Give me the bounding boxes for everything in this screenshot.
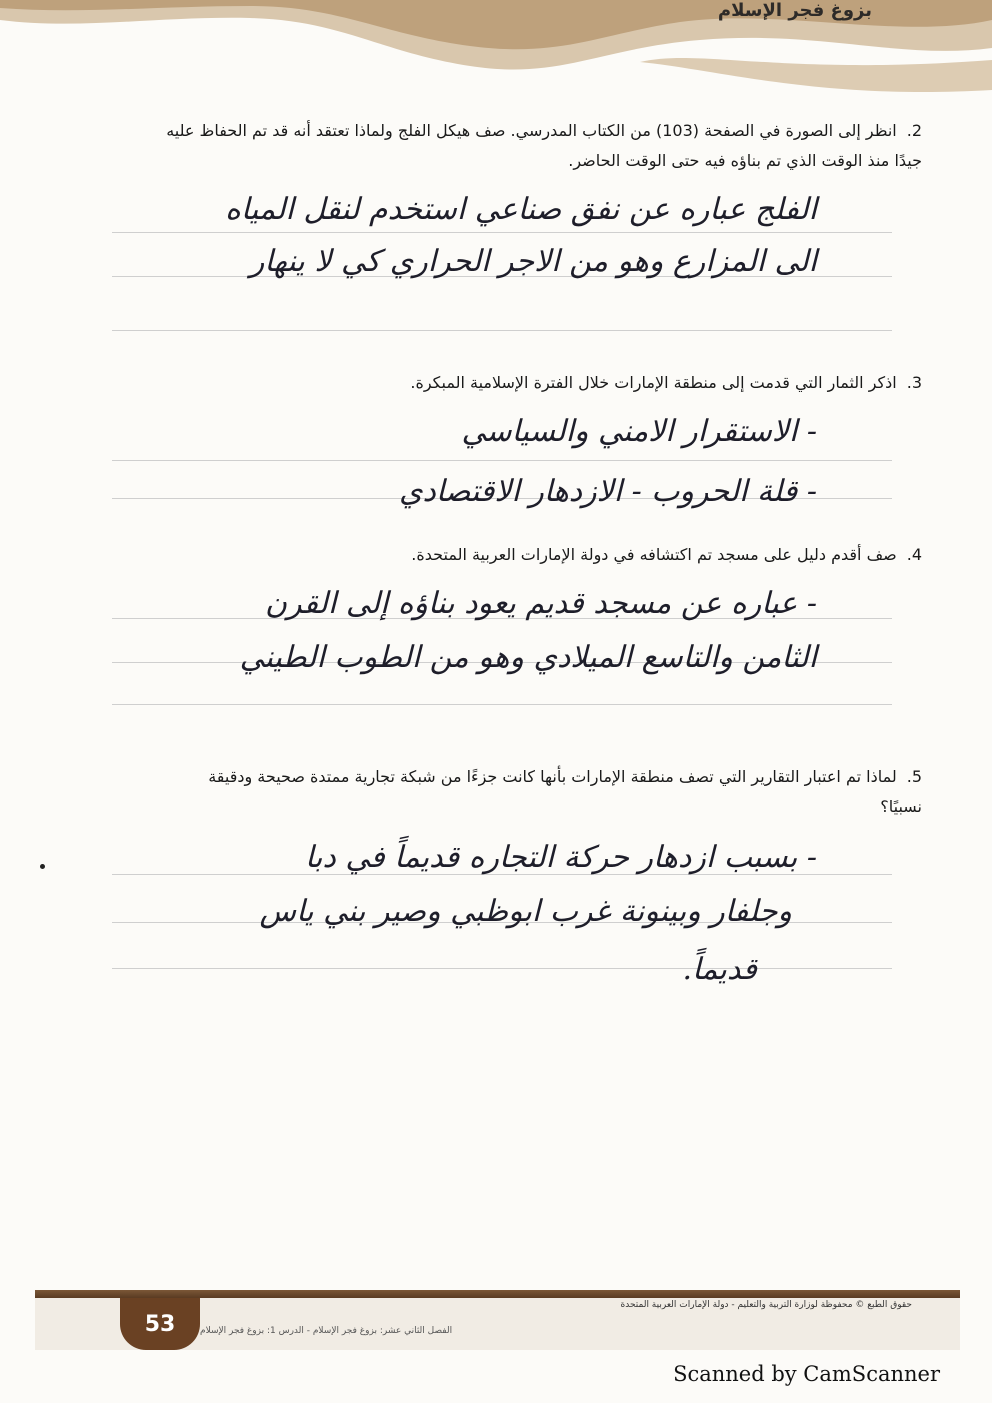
handwritten-answer: - عباره عن مسجد قديم يعود بناؤه إلى القرن	[265, 586, 817, 621]
handwritten-answer: الفلج عباره عن نفق صناعي استخدم لنقل المياه	[225, 192, 817, 227]
ruled-line	[112, 330, 892, 331]
question-text: صف أقدم دليل على مسجد تم اكتشافه في دولة الإمارات العربية المتحدة.	[411, 545, 897, 564]
handwritten-answer: - قلة الحروب - الازدهار الاقتصادي	[398, 474, 817, 509]
handwritten-answer: - الاستقرار الامني والسياسي	[461, 414, 817, 449]
handwritten-answer: - بسبب ازدهار حركة التجاره قديماً في دبا	[305, 840, 817, 875]
ruled-line	[112, 704, 892, 705]
ruled-line	[112, 968, 892, 969]
copyright-text: حقوق الطبع © محفوظة لوزارة التربية والتعليم - دولة الإمارات العربية المتحدة	[620, 1300, 912, 1310]
question-5	[208, 762, 922, 822]
footer-bar	[35, 1290, 960, 1298]
question-3	[410, 368, 922, 398]
handwritten-answer: الثامن والتاسع الميلادي وهو من الطوب الطيني	[239, 640, 817, 675]
question-number: 4.	[906, 545, 922, 564]
question-text-cont: جيدًا منذ الوقت الذي تم بناؤه فيه حتى الوقت الحاضر.	[568, 151, 922, 170]
handwritten-answer: وجلفار وبينونة غرب ابوظبي وصير بني ياس	[259, 894, 792, 929]
question-text: اذكر الثمار التي قدمت إلى منطقة الإمارات خلال الفترة الإسلامية المبكرة.	[410, 373, 897, 392]
ruled-line	[112, 232, 892, 233]
question-2	[166, 116, 922, 176]
page-header-title: بزوغ فجر الإسلام	[717, 0, 872, 21]
question-number: 3.	[906, 373, 922, 392]
question-number: 5.	[906, 767, 922, 786]
scanner-watermark: Scanned by CamScanner	[673, 1362, 940, 1386]
handwritten-answer: قديماً.	[682, 952, 757, 987]
question-text-cont: نسبيًا؟	[880, 797, 922, 816]
stray-mark	[40, 864, 45, 869]
lesson-text: الفصل الثاني عشر: بزوغ فجر الإسلام - الدرس 1: بزوغ فجر الإسلام	[200, 1326, 453, 1336]
question-4	[411, 540, 922, 570]
ruled-line	[112, 460, 892, 461]
handwritten-answer: الى المزارع وهو من الاجر الحراري كي لا ينهار	[249, 244, 817, 279]
question-text: لماذا تم اعتبار التقارير التي تصف منطقة الإمارات بأنها كانت جزءًا من شبكة تجارية ممتدة صحيحة ودقيقة	[208, 767, 897, 786]
question-text: انظر إلى الصورة في الصفحة (103) من الكتاب المدرسي. صف هيكل الفلج ولماذا تعتقد أنه قد تم الحفاظ عليه	[166, 121, 897, 140]
page-number-badge: 53	[120, 1298, 200, 1350]
question-number: 2.	[906, 121, 922, 140]
